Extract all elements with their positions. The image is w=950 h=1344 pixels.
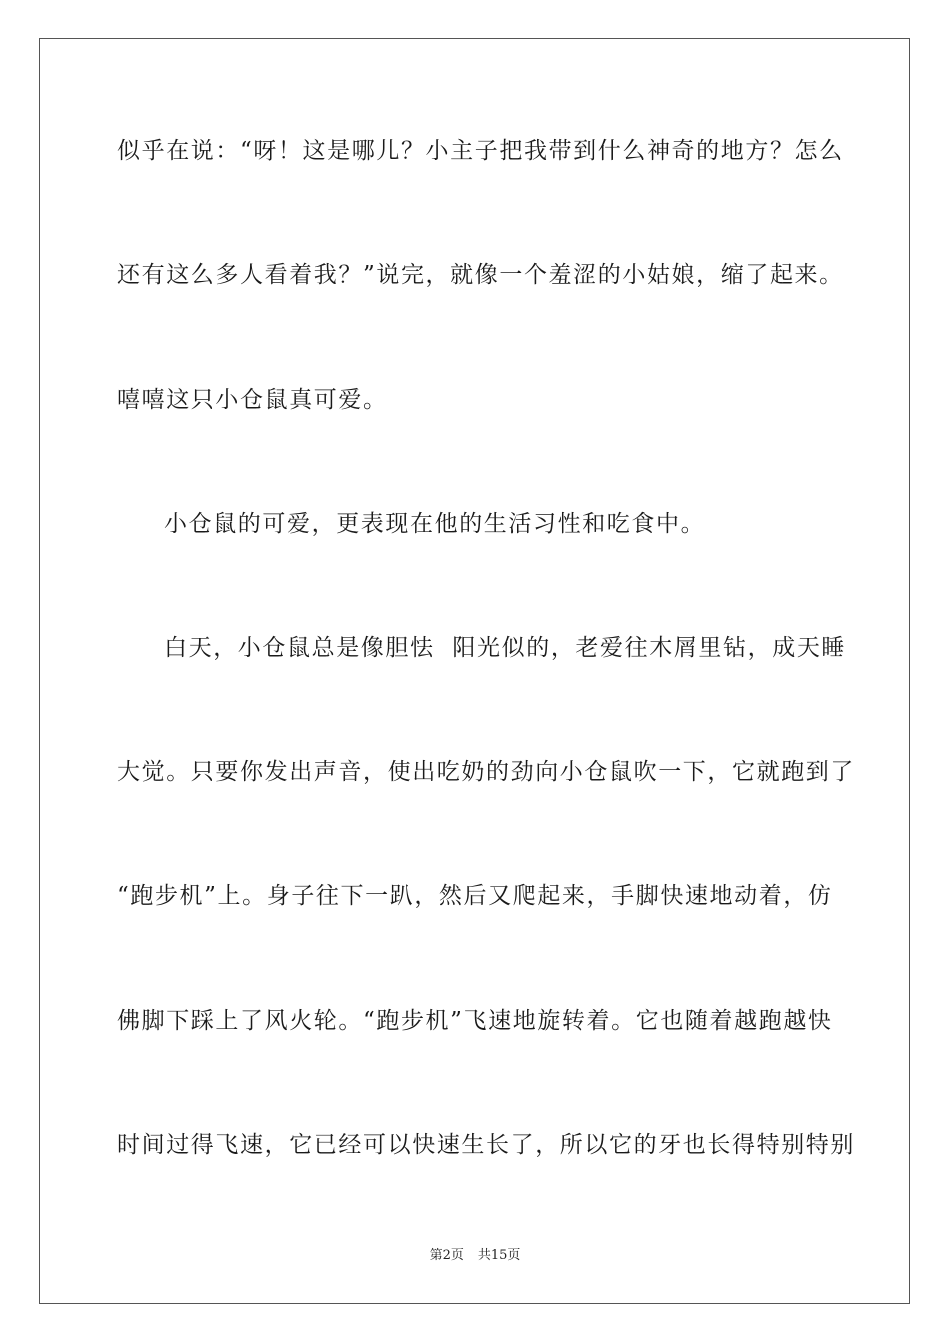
text-line-2: 还有这么多人看着我？”说完，就像一个羞涩的小姑娘，缩了起来。	[117, 262, 844, 288]
text-line-4: 小仓鼠的可爱，更表现在他的生活习性和吃食中。	[164, 511, 706, 537]
text-line-1: 似乎在说：“呀！这是哪儿？小主子把我带到什么神奇的地方？怎么	[117, 138, 844, 164]
text-line-5: 白天，小仓鼠总是像胆怯 阳光似的，老爱往木屑里钻，成天睡	[164, 635, 847, 661]
text-line-7: “跑步机”上。身子往下一趴，然后又爬起来，手脚快速地动着，仿	[117, 883, 833, 909]
text-line-9: 时间过得飞速，它已经可以快速生长了，所以它的牙也长得特别特别	[117, 1132, 855, 1158]
text-line-6: 大觉。只要你发出声音，使出吃奶的劲向小仓鼠吹一下，它就跑到了	[117, 759, 855, 785]
page-footer	[0, 1248, 950, 1264]
total-pages: 共15页	[477, 1248, 521, 1263]
page-border	[39, 38, 910, 1304]
page-number: 第2页	[429, 1248, 464, 1263]
text-line-3: 嘻嘻这只小仓鼠真可爱。	[117, 387, 388, 413]
text-line-8: 佛脚下踩上了风火轮。“跑步机”飞速地旋转着。它也随着越跑越快	[117, 1008, 833, 1034]
